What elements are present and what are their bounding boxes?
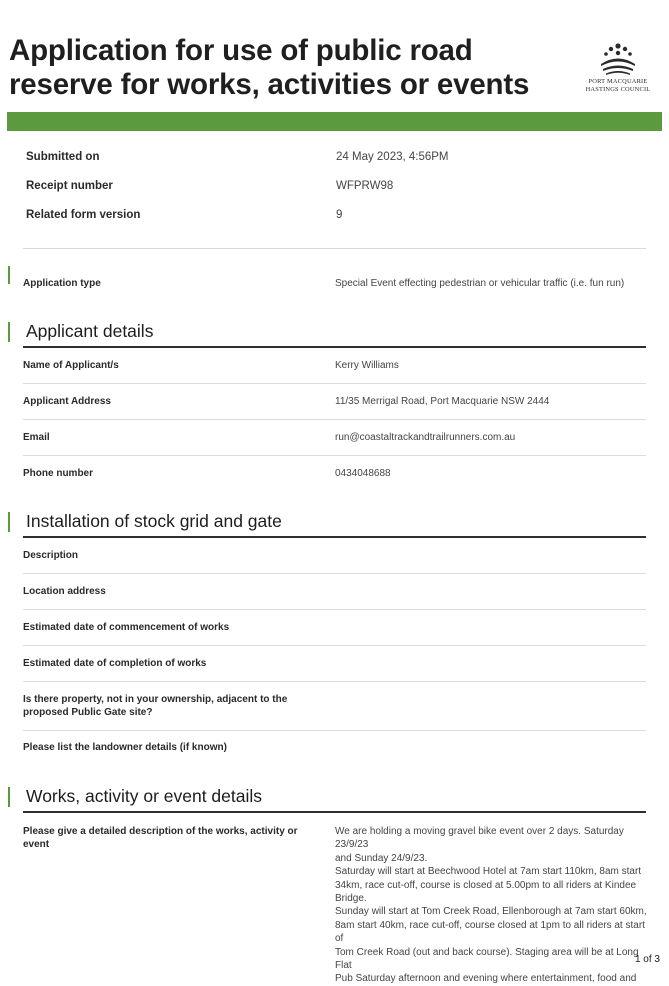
field-adjacent-property [23, 682, 646, 731]
title-line-1: Application for use of public road [9, 34, 473, 67]
stock-grid-section-accent [8, 512, 10, 532]
stock-grid-section-title: Installation of stock grid and gate [26, 511, 282, 531]
document-header [0, 0, 669, 112]
field-applicant-address [23, 384, 646, 420]
description-line: Sunday will start at Tom Creek Road, Ellenborough at 7am start 60km, [335, 906, 647, 918]
version-label: Related form version [26, 209, 141, 221]
field-label: Please list the landowner details (if known) [23, 742, 227, 753]
works-description-value [335, 825, 653, 986]
stock-grid-fields [23, 538, 646, 766]
field-label: Estimated date of commencement of works [23, 622, 230, 633]
field-value: Kerry Williams [335, 360, 399, 371]
works-section-accent [8, 787, 10, 807]
council-emblem-icon [594, 42, 642, 76]
field-label: Applicant Address [23, 396, 111, 407]
title-line-2: reserve for works, activities or events [9, 68, 530, 101]
applicant-fields [23, 348, 646, 491]
field-value: 11/35 Merrigal Road, Port Macquarie NSW 2444 [335, 396, 550, 407]
council-logo [578, 42, 658, 98]
meta-row-receipt [26, 172, 646, 201]
field-label: Description [23, 550, 79, 561]
field-label: Estimated date of completion of works [23, 658, 207, 669]
works-description-label: Please give a detailed description of the works, activity or event [23, 826, 298, 850]
field-description [23, 538, 646, 574]
receipt-label: Receipt number [26, 180, 113, 192]
application-type-accent [8, 266, 10, 284]
field-label: Name of Applicant/s [23, 360, 119, 371]
field-label: Location address [23, 586, 106, 597]
description-line: and Sunday 24/9/23. [335, 852, 428, 864]
field-label-line-2: proposed Public Gate site? [23, 707, 153, 718]
application-type-row [23, 270, 646, 298]
meta-row-version [26, 201, 646, 230]
logo-text-line-2: HASTINGS COUNCIL [585, 86, 651, 93]
page-number: 1 of 3 [634, 954, 660, 965]
description-line: Pub Saturday afternoon and evening where entertainment, food and [335, 973, 637, 985]
description-line: 8am start 40km, race cut-off, course closed at 1pm to all riders at start of [335, 919, 645, 945]
meta-divider [23, 248, 646, 249]
application-type-value: Special Event effecting pedestrian or vehicular traffic (i.e. fun run) [335, 278, 625, 289]
applicant-section-title: Applicant details [26, 321, 154, 341]
description-line: Saturday will start at Beechwood Hotel at 7am start 110km, 8am start [335, 866, 642, 878]
field-value: run@coastaltrackandtrailrunners.com.au [335, 432, 516, 443]
field-email [23, 420, 646, 456]
applicant-section-accent [8, 322, 10, 342]
field-label [23, 693, 287, 719]
logo-text-line-1: PORT MACQUARIE [588, 78, 648, 85]
field-landowner-details [23, 731, 646, 766]
field-label-line-1: Is there property, not in your ownership, adjacent to the [23, 694, 288, 705]
field-commencement-date [23, 610, 646, 646]
field-location-address [23, 574, 646, 610]
description-line: Tom Creek Road (out and back course). Staging area will be at Long Flat [335, 946, 639, 972]
description-line: We are holding a moving gravel bike event over 2 days. Saturday 23/9/23 [335, 826, 624, 851]
header-accent-bar [7, 112, 662, 131]
description-line: Bridge. [335, 893, 367, 905]
field-phone [23, 456, 646, 491]
field-label: Phone number [23, 468, 94, 479]
meta-row-submitted [26, 143, 646, 172]
submitted-label: Submitted on [26, 151, 100, 163]
application-type-label: Application type [23, 278, 101, 289]
field-value: 0434048688 [335, 468, 391, 479]
field-applicant-name [23, 348, 646, 384]
receipt-value: WFPRW98 [336, 180, 394, 192]
version-value: 9 [336, 209, 343, 221]
field-label: Email [23, 432, 50, 443]
field-completion-date [23, 646, 646, 682]
works-section-title: Works, activity or event details [26, 786, 263, 806]
submission-meta [26, 143, 646, 230]
works-section-rule [23, 811, 646, 813]
document-title [9, 34, 549, 102]
description-line: 34km, race cut-off, course is closed at 5.00pm to all riders at Kindee [335, 879, 637, 891]
submitted-value: 24 May 2023, 4:56PM [336, 151, 449, 163]
logo-text [578, 78, 658, 94]
